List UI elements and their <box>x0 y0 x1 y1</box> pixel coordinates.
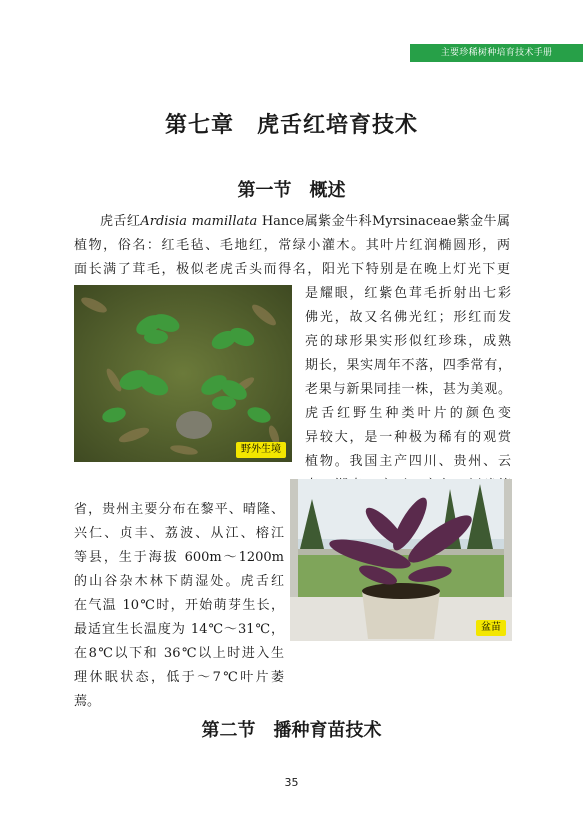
paragraph-line: 异较大，是一种极为稀有的观赏 <box>305 430 511 445</box>
paragraph-line: 的山谷杂木林下荫湿处。虎舌红 <box>74 574 284 589</box>
paragraph-line: 最适宜生长温度为 14℃～31℃， <box>74 622 284 637</box>
paragraph-line: 期长，果实周年不落，四季常有， <box>305 358 511 373</box>
latin-name: Ardisia mamillata <box>140 214 258 229</box>
paragraph-line: 植物，俗名：红毛毡、毛地红，常绿小灌木。其叶片红润椭圆形，两 <box>74 238 510 253</box>
paragraph-line: 植物。我国主产四川、贵州、云 <box>305 454 511 469</box>
paragraph-line: 亮的球形果实形似红珍珠，成熟 <box>305 334 511 349</box>
paragraph-line: 佛光，故又名佛光红；形红而发 <box>305 310 511 325</box>
wild-habitat-photo <box>74 285 292 462</box>
potted-seedling-caption: 盆苗 <box>476 620 506 636</box>
potted-seedling-illustration <box>290 479 512 641</box>
text-run: Hance属紫金牛科Myrsinaceae紫金牛属 <box>261 214 510 229</box>
paragraph-line: 省，贵州主要分布在黎平、晴隆、 <box>74 502 284 517</box>
paragraph-line: 是耀眼，红紫色茸毛折射出七彩 <box>305 286 511 301</box>
paragraph-line <box>74 210 510 234</box>
paragraph-line: 兴仁、贞丰、荔波、从江、榕江 <box>74 526 284 541</box>
paragraph-line: 虎舌红野生种类叶片的颜色变 <box>305 406 511 421</box>
paragraph-line: 在8℃以下和 36℃以上时进入生 <box>74 646 284 661</box>
paragraph-line: 在气温 10℃时，开始萌芽生长， <box>74 598 284 613</box>
wild-habitat-caption: 野外生境 <box>236 442 286 458</box>
manual-header-banner: 主要珍稀树种培育技术手册 <box>410 44 583 62</box>
section-title-seeding: 第二节 播种育苗技术 <box>201 720 382 741</box>
page-number: 35 <box>284 776 299 789</box>
paragraph-line: 老果与新果同挂一株，甚为美观。 <box>305 382 511 397</box>
paragraph-line: 蔫。 <box>74 694 101 709</box>
section-title-overview: 第一节 概述 <box>237 180 346 201</box>
chapter-title: 第七章 虎舌红培育技术 <box>164 113 418 138</box>
text-run: 虎舌红 <box>100 214 141 229</box>
paragraph-line: 理休眠状态，低于～7℃叶片萎 <box>74 670 284 685</box>
wild-habitat-illustration <box>74 285 292 462</box>
paragraph-line: 面长满了茸毛，极似老虎舌头而得名，阳光下特别是在晚上灯光下更 <box>74 262 510 277</box>
paragraph-line: 等县，生于海拔 600m～1200m <box>74 550 284 565</box>
potted-seedling-photo <box>290 479 512 641</box>
